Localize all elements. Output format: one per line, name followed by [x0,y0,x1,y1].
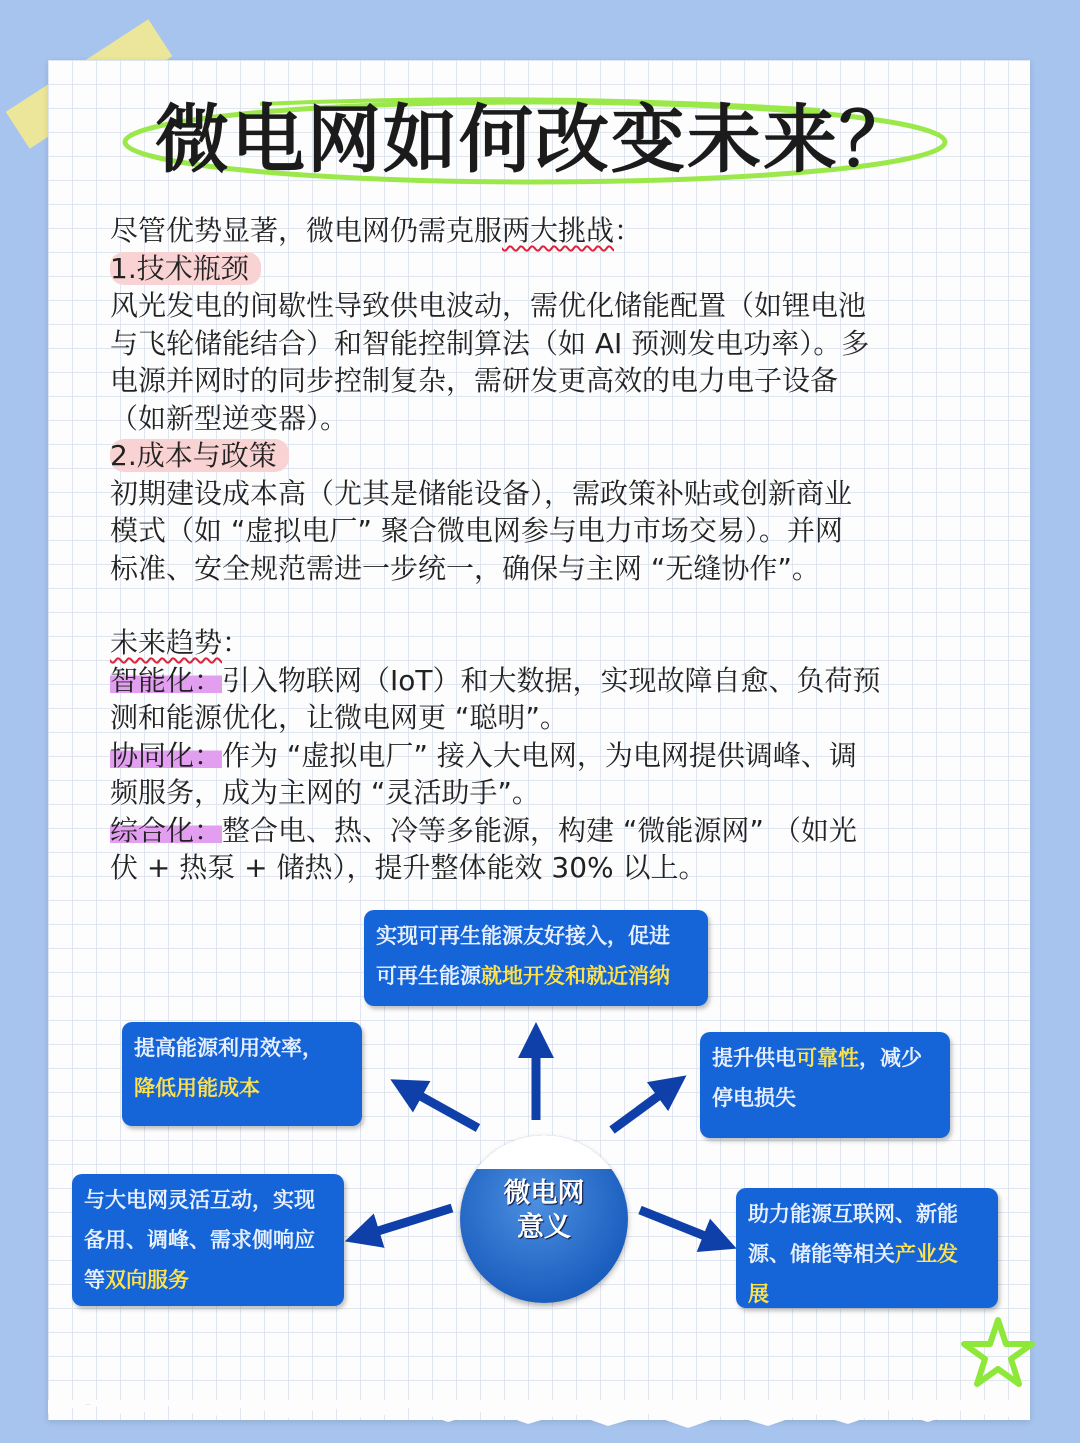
challenge-2-line: 模式（如 “虚拟电厂” 聚合微电网参与电力市场交易）。并网 [110,514,843,547]
trend-item-synergy: 协同化：作为 “虚拟电厂” 接入大电网，为电网提供调峰、调 [110,738,857,772]
benefit-box-renewables: 实现可再生能源友好接入，促进 可再生能源就地开发和就近消纳 [364,910,708,1006]
challenge-1-line: 与飞轮储能结合）和智能控制算法（如 AI 预测发电功率）。多 [110,326,870,360]
trend-item-integrated-cont: 伏 + 热泵 + 储热），提升整体能效 30% 以上。 [110,851,707,884]
page-title: 微电网如何改变未来？ [155,97,915,183]
arrow-lower-right [640,1210,720,1242]
arrow-upper-right [612,1086,672,1130]
trend-item-integrated: 综合化：整合电、热、冷等多能源，构建 “微能源网” （如光 [110,813,857,847]
challenge-1-line: 电源并网时的同步控制复杂，需研发更高效的电力电子设备 [110,364,839,397]
challenge-heading-2: 2.成本与政策 [110,437,980,475]
benefit-box-efficiency: 提高能源利用效率， 降低用能成本 [122,1022,362,1126]
center-cap [460,1135,628,1169]
torn-paper-edge [48,1400,1030,1443]
arrow-upper-left [406,1088,478,1128]
trend-item-smart: 智能化：引入物联网（IoT）和大数据，实现故障自愈、负荷预 [110,663,881,697]
challenge-2-line: 初期建设成本高（尤其是储能设备），需政策补贴或创新商业 [110,476,853,510]
challenge-2-line: 标准、安全规范需进一步统一，确保与主网 “无缝协作”。 [110,551,820,585]
trend-label: 协同化： [110,738,223,772]
challenge-1-line: （如新型逆变器）。 [110,401,349,435]
arrow-lower-left [362,1208,452,1236]
trends-heading: 未来趋势： [110,626,251,659]
benefit-box-industry: 助力能源互联网、新能 源、储能等相关产业发 展 [736,1188,998,1308]
benefit-box-reliability: 提升供电可靠性，减少 停电损失 [700,1032,950,1138]
benefit-box-grid-interaction: 与大电网灵活互动，实现 备用、调峰、需求侧响应 等双向服务 [72,1174,344,1306]
trend-label: 智能化： [110,663,223,697]
trend-label: 综合化： [110,813,223,847]
underlined-phrase: 两大挑战 [502,214,615,247]
challenge-1-line: 风光发电的间歇性导致供电波动，需优化储能配置（如锂电池 [110,289,867,322]
challenge-heading-1: 1.技术瓶颈 [110,250,980,288]
diagram-center-node: 微电网 意义 [460,1135,628,1303]
intro-line: 尽管优势显著，微电网仍需克服两大挑战： [110,214,643,247]
star-doodle-icon [958,1314,1038,1394]
trend-item-smart-cont: 测和能源优化，让微电网更 “聪明”。 [110,701,568,734]
trend-item-synergy-cont: 频服务，成为主网的 “灵活助手”。 [110,776,540,809]
